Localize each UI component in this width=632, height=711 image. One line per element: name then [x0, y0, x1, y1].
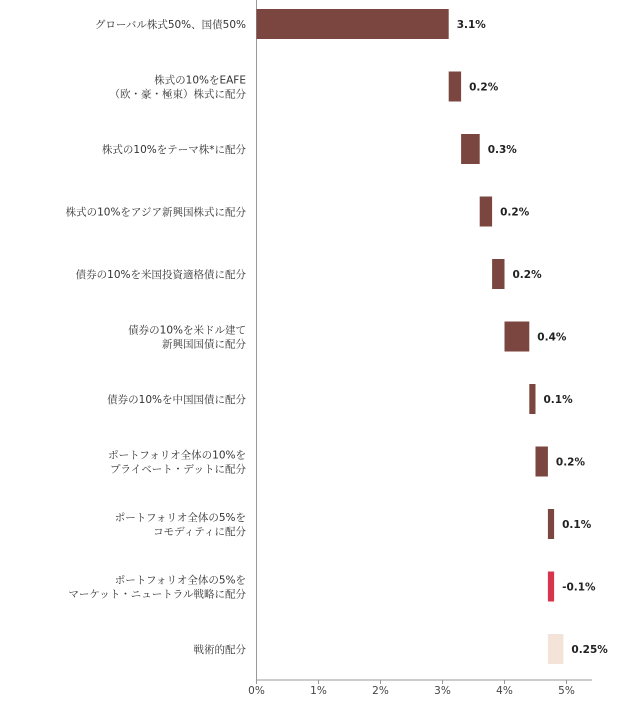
category-label: 債券の10%を中国国債に配分: [107, 394, 246, 406]
bars: [257, 9, 564, 664]
category-label: 債券の10%を米国投資適格債に配分: [75, 269, 246, 281]
bar: [492, 259, 504, 289]
value-label: 0.2%: [512, 269, 542, 281]
bar: [548, 634, 564, 664]
value-label: 0.2%: [500, 206, 530, 219]
x-tick-label: 3%: [434, 685, 451, 697]
category-label: 債券の10%を米ドル建て: [128, 324, 246, 337]
bar: [536, 447, 548, 477]
value-label: 0.2%: [469, 81, 499, 94]
category-label: ポートフォリオ全体の5%を: [114, 574, 246, 587]
category-label: マーケット・ニュートラル戦略に配分: [68, 588, 246, 601]
category-label: 戦術的配分: [193, 644, 246, 656]
category-label: （欧・豪・極東）株式に配分: [109, 88, 246, 101]
bar: [449, 72, 461, 102]
bar: [548, 509, 554, 539]
x-tick-label: 5%: [558, 685, 575, 697]
category-label: コモディティに配分: [153, 526, 246, 538]
value-label: 0.4%: [537, 331, 567, 344]
category-label: 株式の10%をアジア新興国株式に配分: [65, 206, 246, 219]
category-label: 株式の10%をEAFE: [154, 74, 246, 87]
value-label: 0.1%: [543, 394, 573, 406]
category-label: ポートフォリオ全体の5%を: [114, 512, 246, 524]
category-label: ポートフォリオ全体の10%を: [108, 449, 246, 462]
bar: [505, 322, 530, 352]
axes: [248, 0, 592, 697]
x-tick-label: 1%: [310, 685, 327, 697]
bar: [529, 384, 535, 414]
value-label: 3.1%: [456, 19, 486, 31]
x-tick-label: 0%: [248, 685, 265, 697]
category-label: プライベート・デットに配分: [110, 463, 246, 476]
x-tick-label: 2%: [372, 685, 389, 697]
bar: [548, 572, 554, 602]
bar: [480, 197, 492, 227]
bar: [461, 134, 480, 164]
value-label: 0.25%: [571, 644, 608, 656]
value-label: 0.2%: [555, 456, 586, 469]
bar: [257, 9, 449, 39]
category-label: 株式の10%をテーマ株*に配分: [101, 144, 246, 156]
value-label: 0.3%: [487, 144, 517, 156]
value-label: -0.1%: [562, 581, 596, 594]
value-label: 0.1%: [562, 519, 592, 531]
x-tick-label: 4%: [496, 685, 513, 697]
category-label: 新興国国債に配分: [162, 338, 246, 351]
category-label: グローバル株式50%、国債50%: [94, 19, 246, 31]
